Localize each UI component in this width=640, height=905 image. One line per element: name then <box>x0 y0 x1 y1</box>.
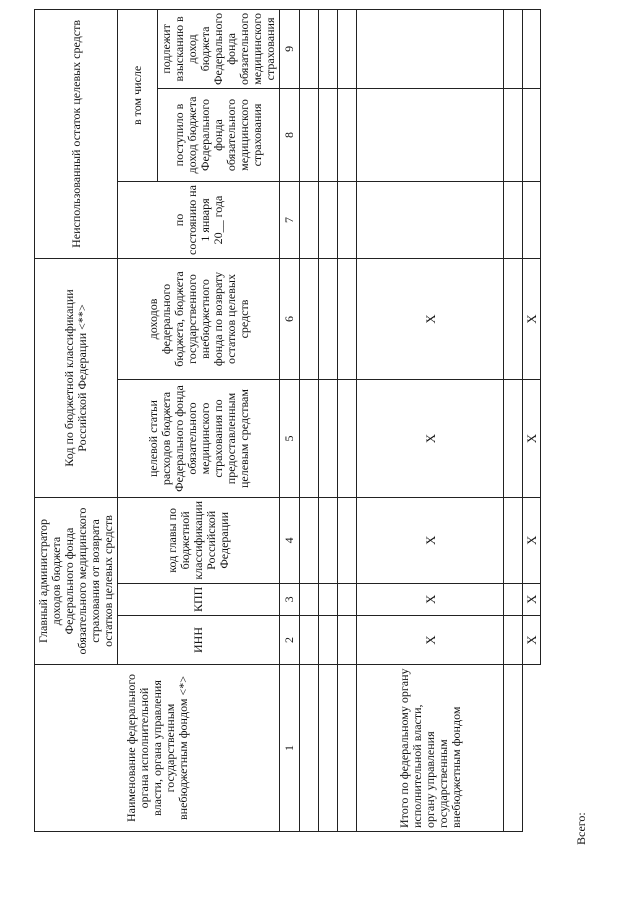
total-row <box>523 9 541 831</box>
table-row <box>300 9 319 831</box>
col-number-4: 4 <box>280 498 300 584</box>
subtotal-label: Итого по федеральному органу исполнительной власти, органу управления государственным внебюджетным фондом <box>357 665 504 832</box>
header-chapter-code: код главы по бюджетной классификации Российской Федерации <box>118 498 280 584</box>
report-table <box>34 9 541 832</box>
total-target-x: X <box>523 380 541 498</box>
subtotal-chapter-x: X <box>357 498 504 584</box>
subtotal-inn-x: X <box>357 616 504 665</box>
subtotal-row <box>357 9 504 831</box>
table-row <box>319 9 338 831</box>
subtotal-income-x: X <box>357 259 504 380</box>
header-as-of: по состоянию на 1 января 20__ года <box>118 182 280 259</box>
header-received: поступило в доход бюджета Федерального фонда обязательного медицинского страхования <box>158 89 280 182</box>
header-unused-group: Неиспользованный остаток целевых средств <box>35 9 118 258</box>
subtotal-kpp-x: X <box>357 583 504 615</box>
col-number-8: 8 <box>280 89 300 182</box>
header-including: в том числе <box>118 9 158 181</box>
header-target-article: целевой статьи расходов бюджета Федерального фонда обязательного медицинского страхования по предоставленным целевым средствам <box>118 380 280 498</box>
col-number-7: 7 <box>280 182 300 259</box>
header-kpp: КПП <box>118 583 280 615</box>
header-admin-group: Главный администратор доходов бюджета Федерального фонда обязательного медицинского страхования от возврата остатков целевых средств <box>35 498 118 665</box>
col-number-2: 2 <box>280 616 300 665</box>
total-income-x: X <box>523 259 541 380</box>
col-number-6: 6 <box>280 259 300 380</box>
total-label: Всего: <box>574 812 588 845</box>
table-row <box>338 9 357 831</box>
col-number-5: 5 <box>280 380 300 498</box>
total-inn-x: X <box>523 616 541 665</box>
total-chapter-x: X <box>523 498 541 584</box>
header-inn: ИНН <box>118 616 280 665</box>
col-number-3: 3 <box>280 583 300 615</box>
header-kbk-group: Код по бюджетной классификации Российской Федерации <**> <box>35 259 118 498</box>
header-income-code: доходов федерального бюджета, бюджета государственного внебюджетного фонда по возврату остатков целевых средств <box>118 259 280 380</box>
col-number-1: 1 <box>280 665 300 832</box>
total-kpp-x: X <box>523 583 541 615</box>
header-to-recover: подлежит взысканию в доход бюджета Федерального фонда обязательного медицинского страхования <box>158 9 280 88</box>
table-row <box>504 9 523 831</box>
header-org-name: Наименование федерального органа исполнительной власти, органа управления государственным внебюджетным фондом <*> <box>35 665 280 832</box>
col-number-9: 9 <box>280 9 300 88</box>
subtotal-target-x: X <box>357 380 504 498</box>
